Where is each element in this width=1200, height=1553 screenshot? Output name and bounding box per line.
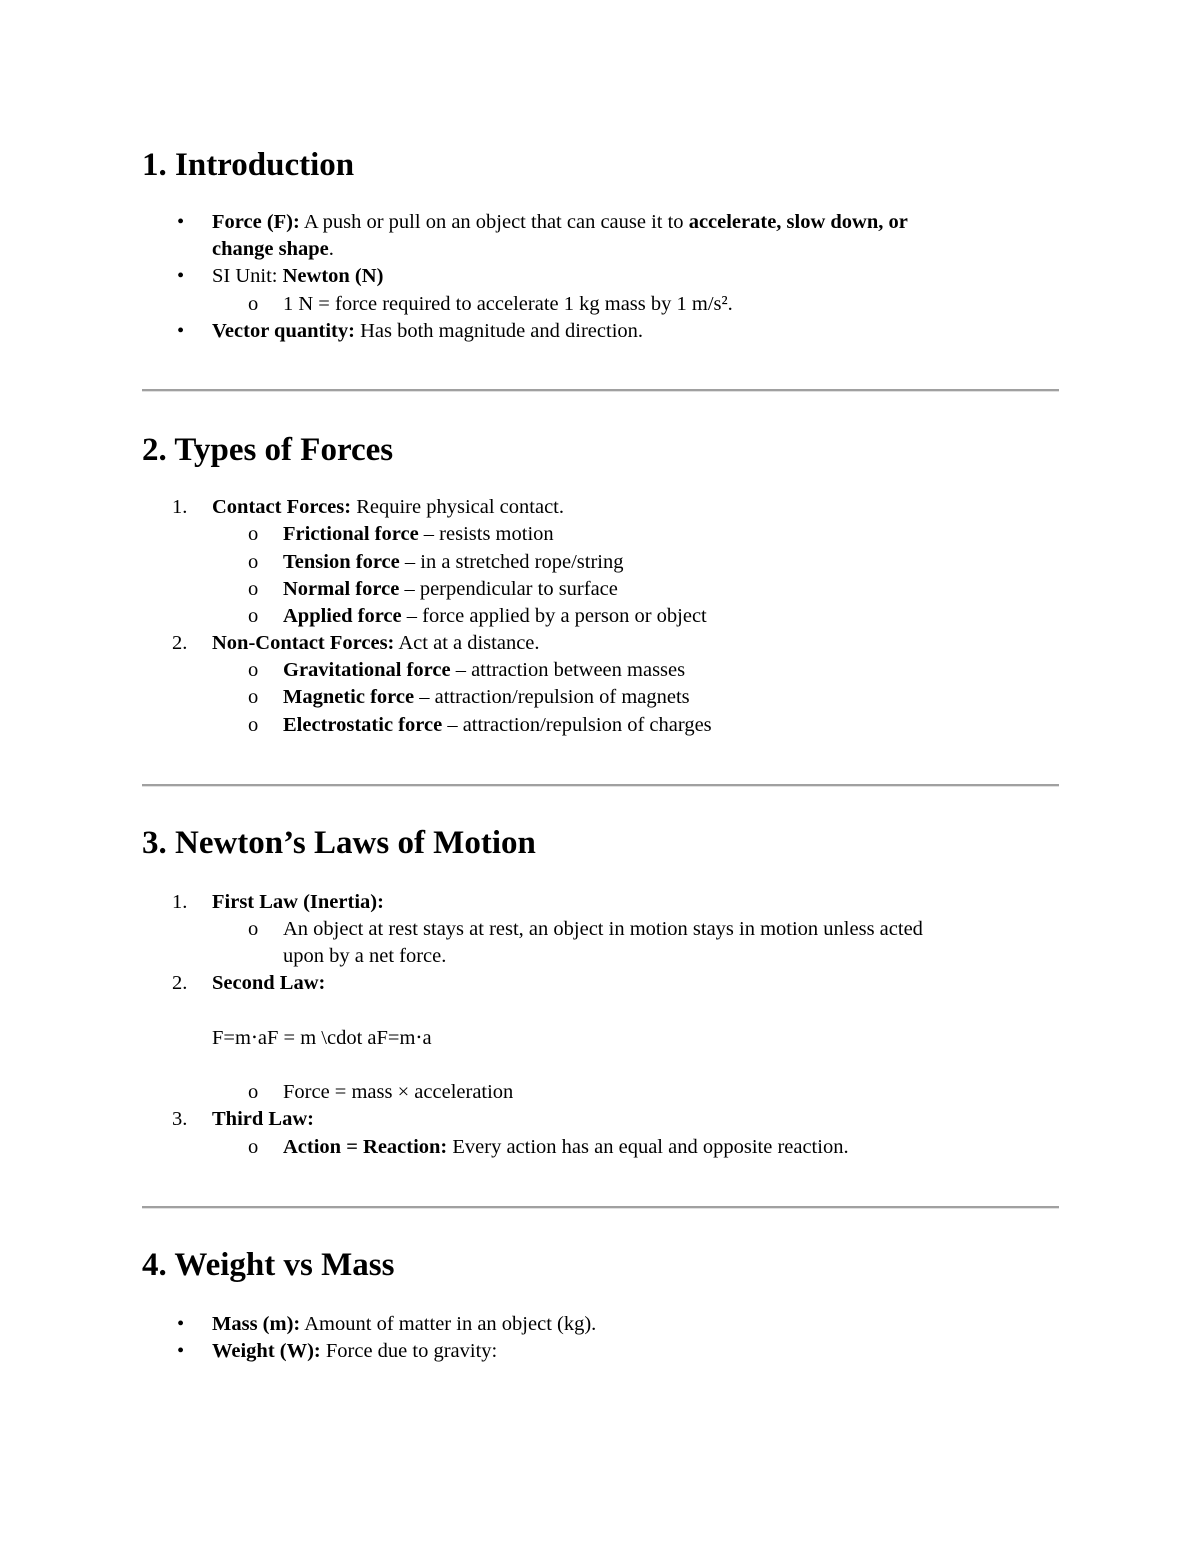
sub-bullet: o: [248, 1136, 259, 1158]
term: Non-Contact Forces:: [212, 632, 395, 654]
bullet: •: [177, 320, 185, 342]
list-subitem: [283, 684, 1103, 711]
list-subitem: Force = mass × acceleration: [283, 1081, 514, 1103]
sub-bullet: o: [248, 551, 259, 573]
bullet: •: [177, 1313, 185, 1335]
term: Normal force: [283, 578, 400, 600]
bullet: •: [177, 211, 185, 233]
section-heading-weight-vs-mass: 4. Weight vs Mass: [142, 1247, 395, 1283]
list-item: [212, 1106, 1032, 1133]
definition: – perpendicular to surface: [399, 578, 618, 600]
list-number: 1.: [172, 891, 188, 913]
definition: Every action has an equal and opposite reaction.: [447, 1136, 849, 1158]
term: Mass (m):: [212, 1313, 301, 1335]
definition: – attraction between masses: [450, 659, 686, 681]
list-item: [212, 889, 1032, 916]
list-subitem: [283, 576, 1103, 603]
list-item: [212, 630, 1032, 657]
term: Applied force: [283, 605, 402, 627]
sub-bullet: o: [248, 659, 259, 681]
term: Tension force: [283, 551, 400, 573]
emphasis: change shape: [212, 238, 329, 260]
sub-bullet: o: [248, 523, 259, 545]
list-number: 2.: [172, 632, 188, 654]
list-subitem: [283, 712, 1103, 739]
list-item: [212, 1311, 1032, 1338]
definition: A push or pull on an object that can cause it to: [299, 211, 689, 233]
section-heading-types-of-forces: 2. Types of Forces: [142, 432, 394, 468]
horizontal-divider: [142, 1206, 1059, 1209]
section-heading-newtons-laws: 3. Newton’s Laws of Motion: [142, 825, 536, 861]
term: Force (F):: [212, 211, 300, 233]
definition: – resists motion: [418, 523, 554, 545]
sub-bullet: o: [248, 293, 259, 315]
term: Magnetic force: [283, 686, 415, 708]
definition: – attraction/repulsion of magnets: [414, 686, 690, 708]
section-heading-introduction: 1. Introduction: [142, 147, 355, 183]
sub-bullet: o: [248, 686, 259, 708]
bullet: •: [177, 1340, 185, 1362]
list-item: [212, 263, 1032, 290]
term: Contact Forces:: [212, 496, 352, 518]
definition: Force due to gravity:: [320, 1340, 498, 1362]
list-item: [212, 1338, 1032, 1365]
definition: – in a stretched rope/string: [399, 551, 624, 573]
list-item: [212, 494, 1032, 521]
list-item: [212, 318, 1032, 345]
list-number: 3.: [172, 1108, 188, 1130]
term: Newton (N): [282, 265, 384, 287]
definition: Require physical contact.: [351, 496, 564, 518]
term: Vector quantity:: [212, 320, 355, 342]
term: Third Law:: [212, 1108, 314, 1130]
list-item-continuation: [212, 236, 1032, 263]
sub-bullet: o: [248, 918, 259, 940]
list-item: [212, 209, 1032, 236]
sub-bullet: o: [248, 578, 259, 600]
definition: – force applied by a person or object: [401, 605, 707, 627]
sub-bullet: o: [248, 1081, 259, 1103]
list-subitem: [283, 549, 1103, 576]
list-subitem-continuation: upon by a net force.: [283, 945, 447, 967]
list-subitem: An object at rest stays at rest, an object in motion stays in motion unless acted: [283, 918, 923, 940]
term: First Law (Inertia):: [212, 891, 384, 913]
list-number: 2.: [172, 972, 188, 994]
list-subitem: [283, 1134, 1103, 1161]
list-subitem: [283, 657, 1103, 684]
list-subitem: [283, 521, 1103, 548]
definition: Amount of matter in an object (kg).: [300, 1313, 597, 1335]
bullet: •: [177, 265, 185, 287]
term: Second Law:: [212, 972, 326, 994]
sub-bullet: o: [248, 714, 259, 736]
definition: .: [328, 238, 334, 260]
horizontal-divider: [142, 784, 1059, 787]
definition: Has both magnitude and direction.: [354, 320, 644, 342]
list-number: 1.: [172, 496, 188, 518]
sub-bullet: o: [248, 605, 259, 627]
definition: Act at a distance.: [394, 632, 540, 654]
formula-text: F=m⋅aF = m \cdot aF=m⋅a: [212, 1027, 432, 1049]
list-item: [212, 970, 1032, 997]
list-subitem: 1 N = force required to accelerate 1 kg mass by 1 m/s².: [283, 293, 733, 315]
term: Weight (W):: [212, 1340, 321, 1362]
term: Electrostatic force: [283, 714, 443, 736]
emphasis: accelerate, slow down, or: [688, 211, 908, 233]
definition: – attraction/repulsion of charges: [442, 714, 712, 736]
list-subitem: [283, 603, 1103, 630]
term: Gravitational force: [283, 659, 451, 681]
horizontal-divider: [142, 389, 1059, 392]
label: SI Unit:: [212, 265, 283, 287]
term: Frictional force: [283, 523, 419, 545]
term: Action = Reaction:: [283, 1136, 448, 1158]
